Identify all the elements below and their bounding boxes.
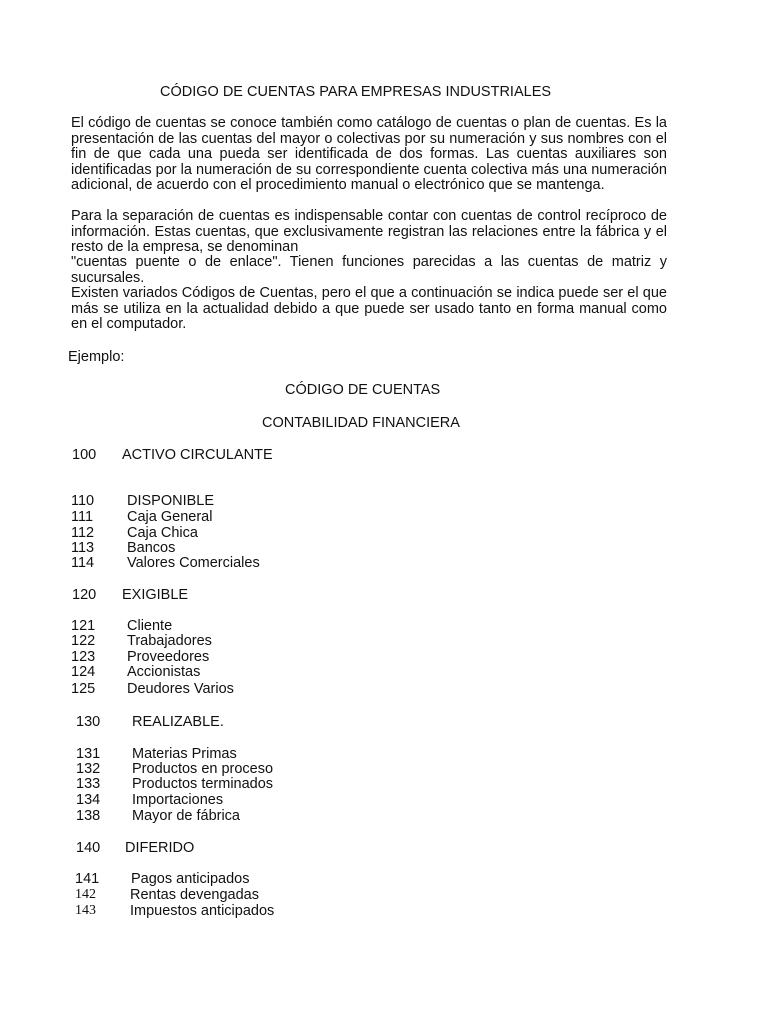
document-title: CÓDIGO DE CUENTAS PARA EMPRESAS INDUSTRIALES (160, 84, 552, 100)
account-name: Valores Comerciales (127, 555, 260, 571)
account-code: 143 (75, 903, 96, 918)
group-code: 110 (71, 493, 95, 509)
intro-paragraph-4: Existen variados Códigos de Cuentas, pero el que a continuación se indica puede ser el que más se utiliza en la actualidad debido a que puede ser usado tanto en forma manual como en el computador. (71, 285, 667, 333)
account-name: Accionistas (127, 664, 201, 680)
account-code: 142 (75, 887, 96, 902)
group-name: REALIZABLE. (132, 714, 224, 730)
intro-paragraph-2: Para la separación de cuentas es indispensable contar con cuentas de control recíproco de información. Estas cuentas, que exclusivamente registran las relaciones entre la fábrica y el resto de la empresa, se denominan (71, 208, 667, 256)
account-code: 123 (71, 649, 96, 665)
account-name: Pagos anticipados (131, 871, 250, 887)
account-name: Proveedores (127, 649, 210, 665)
account-code: 113 (71, 540, 95, 556)
account-code: 121 (71, 618, 96, 634)
account-code: 124 (71, 664, 96, 680)
account-code: 122 (71, 633, 96, 649)
account-code: 131 (76, 746, 101, 762)
group-name: DIFERIDO (125, 840, 195, 856)
account-name: Productos terminados (132, 776, 274, 792)
account-name: Mayor de fábrica (132, 808, 240, 824)
account-name: Rentas devengadas (130, 887, 259, 903)
account-name: Cliente (127, 618, 173, 634)
ejemplo-label: Ejemplo: (68, 349, 125, 365)
account-code: 132 (76, 761, 101, 777)
account-code: 133 (76, 776, 101, 792)
account-code: 112 (71, 525, 95, 541)
account-code: 125 (71, 681, 96, 697)
account-code: 114 (71, 555, 95, 571)
account-code: 141 (75, 871, 100, 887)
group-name: ACTIVO CIRCULANTE (122, 447, 273, 463)
group-name: EXIGIBLE (122, 587, 189, 603)
account-name: Productos en proceso (132, 761, 274, 777)
account-name: Bancos (127, 540, 176, 556)
group-code: 120 (72, 587, 97, 603)
account-name: Caja General (127, 509, 213, 525)
account-name: Caja Chica (127, 525, 198, 541)
group-code: 100 (72, 447, 97, 463)
group-code: 140 (76, 840, 101, 856)
group-code: 130 (76, 714, 101, 730)
group-name: DISPONIBLE (127, 493, 215, 509)
account-name: Materias Primas (132, 746, 237, 762)
account-name: Trabajadores (127, 633, 212, 649)
section-heading-codigo: CÓDIGO DE CUENTAS (285, 382, 441, 398)
intro-paragraph-1: El código de cuentas se conoce también como catálogo de cuentas o plan de cuentas. Es la presentación de las cuentas del mayor o colectivas por su numeración y sus nombres con el fin de que cada una pueda ser identificada de dos formas. Las cuentas auxiliares son identificadas por la numeración de su correspondiente cuenta colectiva más una numeración adicional, de acuerdo con el procedimiento manual o electrónico que se mantenga. (71, 115, 667, 194)
account-name: Impuestos anticipados (130, 903, 275, 919)
account-name: Deudores Varios (127, 681, 234, 697)
section-heading-contabilidad: CONTABILIDAD FINANCIERA (262, 415, 460, 431)
account-code: 134 (76, 792, 101, 808)
intro-paragraph-3: "cuentas puente o de enlace". Tienen funciones parecidas a las cuentas de matriz y sucursales. (71, 254, 667, 286)
account-name: Importaciones (132, 792, 224, 808)
account-code: 111 (71, 509, 94, 525)
account-code: 138 (76, 808, 101, 824)
